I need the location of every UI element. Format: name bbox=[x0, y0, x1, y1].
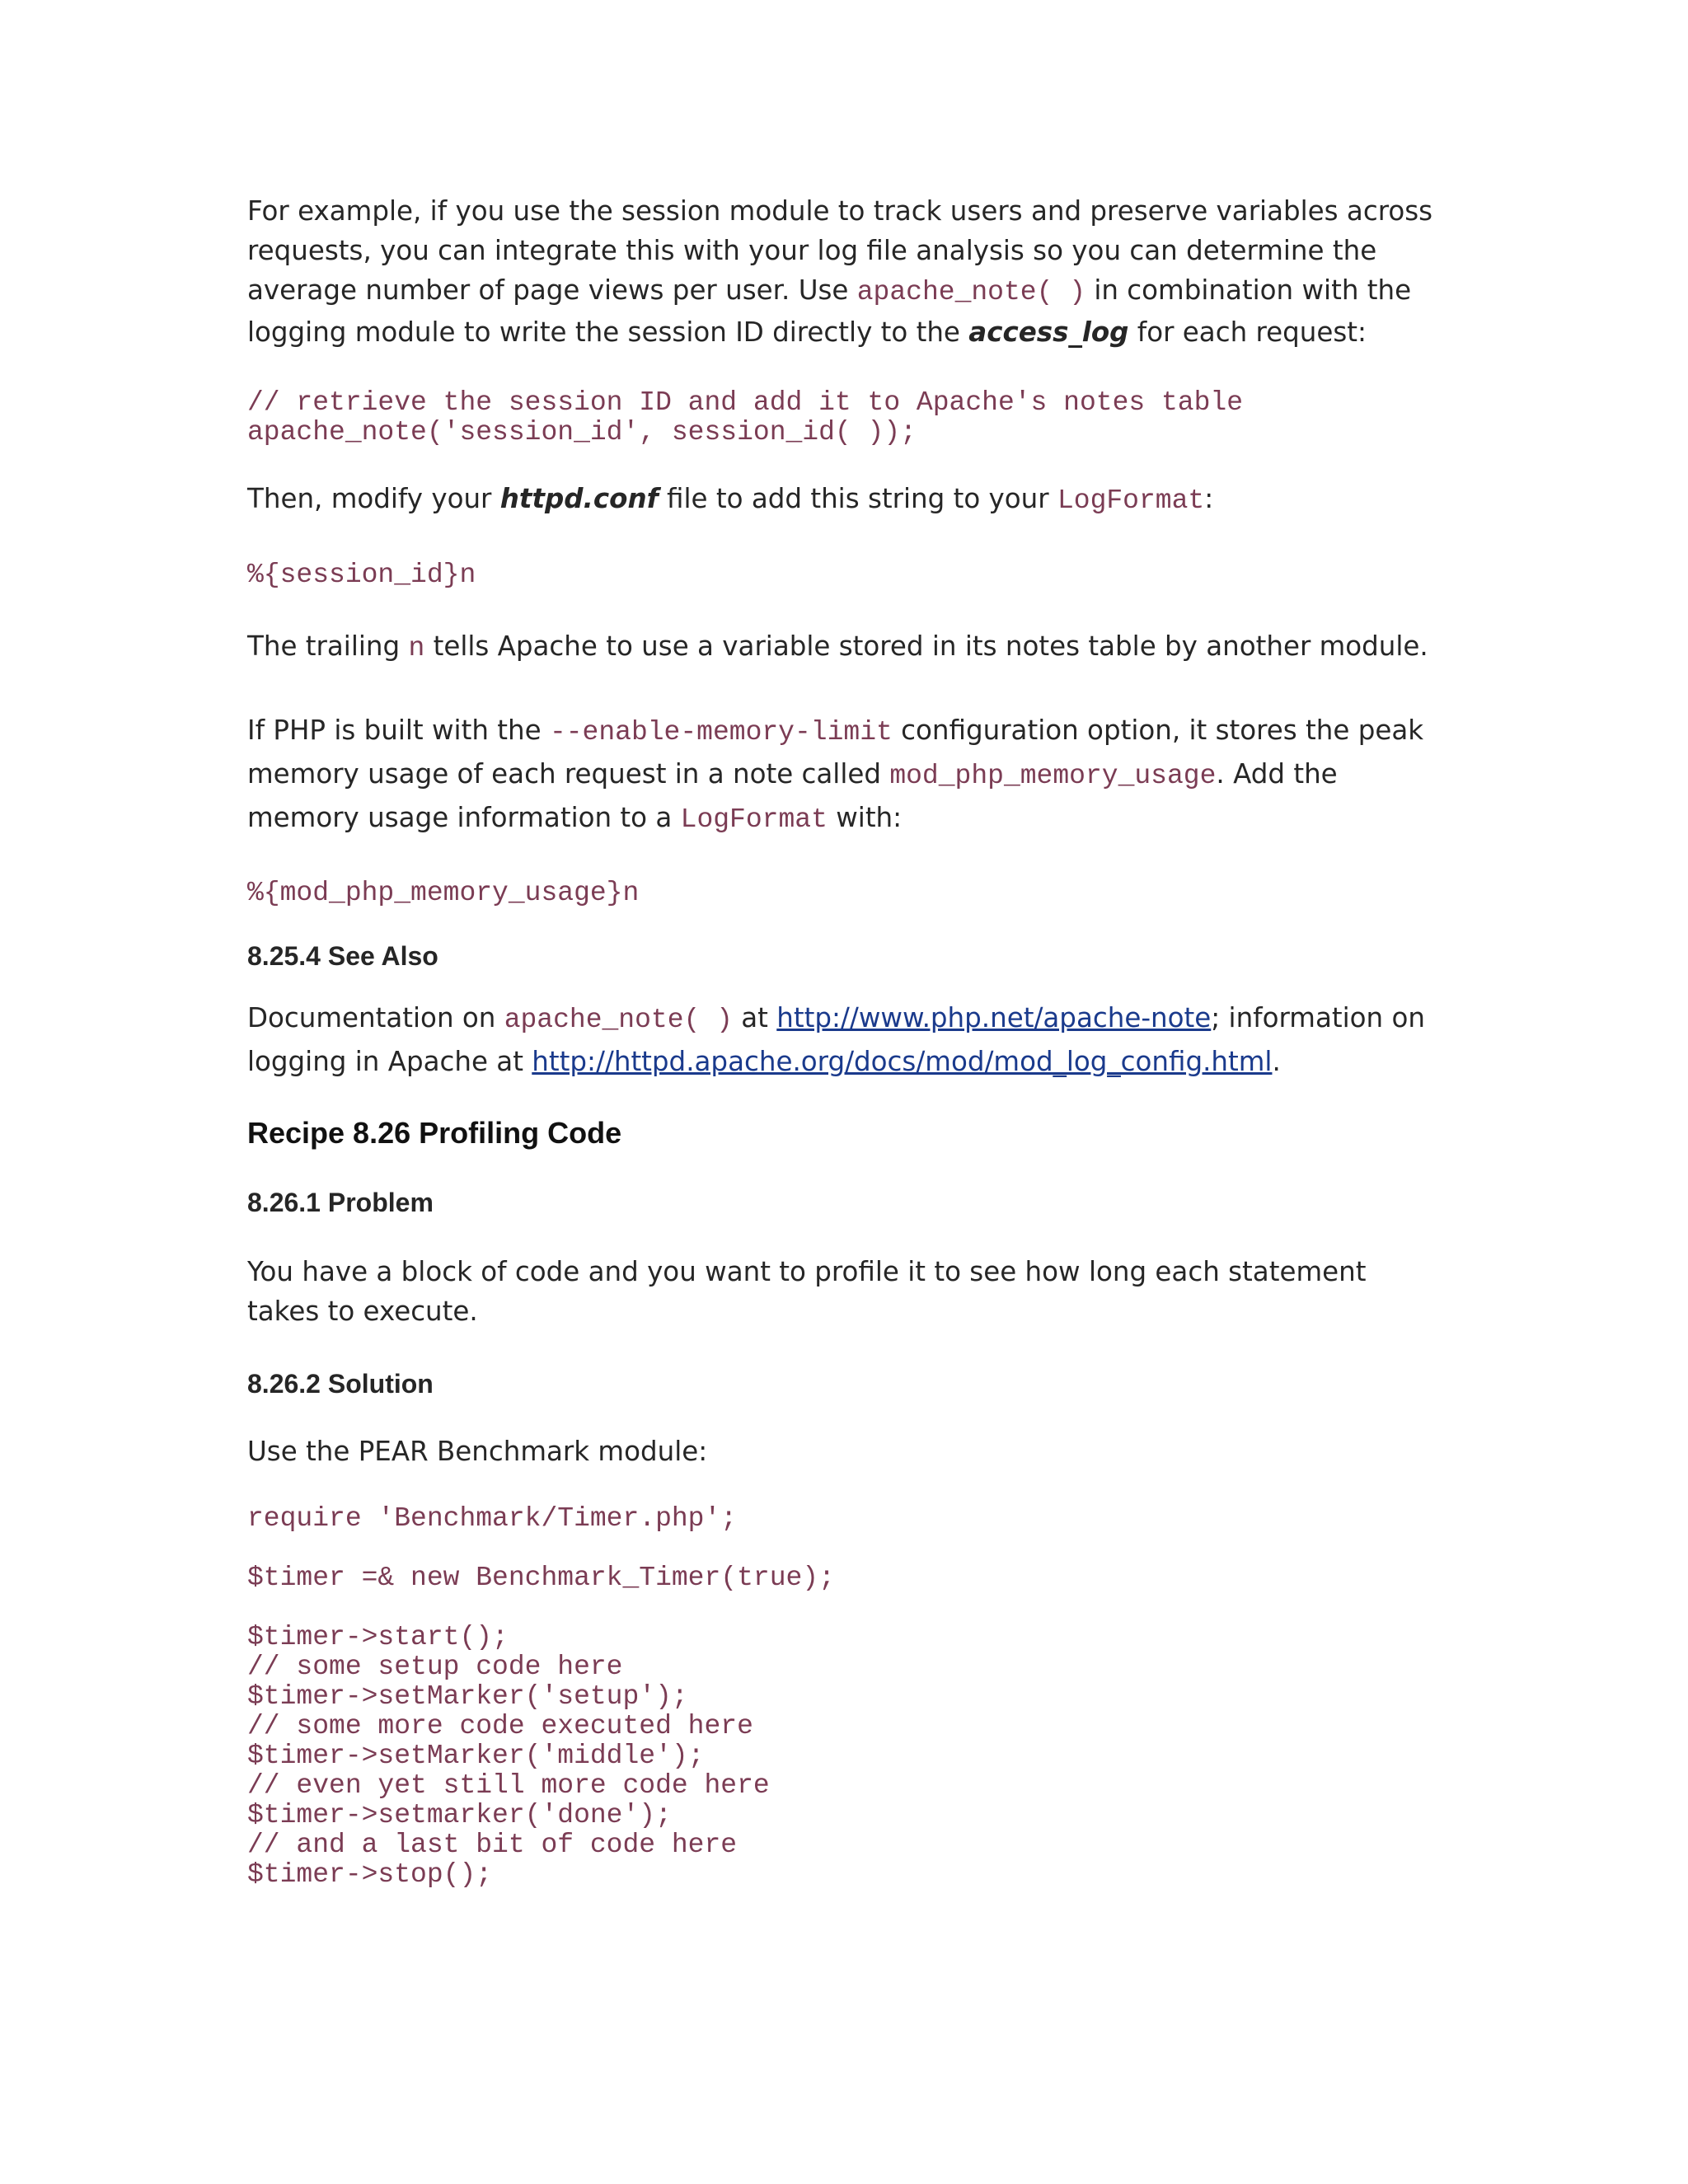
code-block-apache-note: // retrieve the session ID and add it to Apache's notes table apache_note('session_id', session_id( )); bbox=[247, 387, 1243, 448]
inline-code-logformat: LogFormat bbox=[1057, 485, 1205, 516]
link-php-apache-note[interactable]: http://www.php.net/apache-note bbox=[776, 1002, 1212, 1033]
document-page bbox=[247, 191, 1434, 1890]
code-block-benchmark: require 'Benchmark/Timer.php'; $timer =& new Benchmark_Timer(true); $timer->start(); // some setup code here $timer->setMarker('setup'); // some more code executed here $timer->setMarker('middle'); // even yet still more code here $timer->setmarker('done'); // and a last bit of code here $timer->stop(); bbox=[247, 1503, 835, 1890]
code-block-memory-format: %{mod_php_memory_usage}n bbox=[247, 878, 640, 908]
emphasis-access-log: access_log bbox=[968, 316, 1129, 348]
heading-problem: 8.26.1 Problem bbox=[247, 1188, 434, 1217]
paragraph-problem: You have a block of code and you want to profile it to see how long each statement takes to execute. bbox=[247, 1256, 1367, 1327]
emphasis-httpd-conf: httpd.conf bbox=[499, 483, 659, 514]
inline-code-enable-memory-limit: --enable-memory-limit bbox=[549, 717, 893, 748]
code-block-session-id-format: %{session_id}n bbox=[247, 560, 476, 590]
heading-recipe-profiling: Recipe 8.26 Profiling Code bbox=[247, 1116, 622, 1150]
inline-code-apache-note: apache_note( ) bbox=[856, 277, 1085, 307]
paragraph-httpd-conf: Then, modify your httpd.conf file to add this string to your LogFormat: bbox=[247, 483, 1214, 516]
inline-code-logformat-2: LogFormat bbox=[680, 804, 828, 835]
paragraph-see-also: Documentation on apache_note( ) at http://www.php.net/apache-note; information on logging in Apache at http://httpd.apache.org/docs/mod/mod_log_config.html. bbox=[247, 1002, 1425, 1077]
heading-solution: 8.26.2 Solution bbox=[247, 1369, 434, 1399]
inline-code-n: n bbox=[408, 633, 425, 663]
link-apache-mod-log-config[interactable]: http://httpd.apache.org/docs/mod/mod_log_config.html bbox=[532, 1046, 1273, 1077]
paragraph-session-intro: For example, if you use the session module to track users and preserve variables across requests, you can integrate this with your log file analysis so you can determine the average number of page views per user. Use apache_note( ) in combination with the logging module to write the session ID directly to the access_log for each request: bbox=[247, 195, 1433, 348]
inline-code-apache-note-2: apache_note( ) bbox=[504, 1005, 733, 1035]
paragraph-solution: Use the PEAR Benchmark module: bbox=[247, 1436, 708, 1467]
inline-code-memory-usage: mod_php_memory_usage bbox=[889, 761, 1217, 791]
heading-see-also: 8.25.4 See Also bbox=[247, 941, 438, 971]
paragraph-memory-limit: If PHP is built with the --enable-memory-limit configuration option, it stores the peak memory usage of each request in a note called mod_php_memory_usage. Add the memory usage information to a LogFormat with: bbox=[247, 715, 1424, 835]
paragraph-trailing-n: The trailing n tells Apache to use a variable stored in its notes table by another module. bbox=[247, 630, 1428, 663]
